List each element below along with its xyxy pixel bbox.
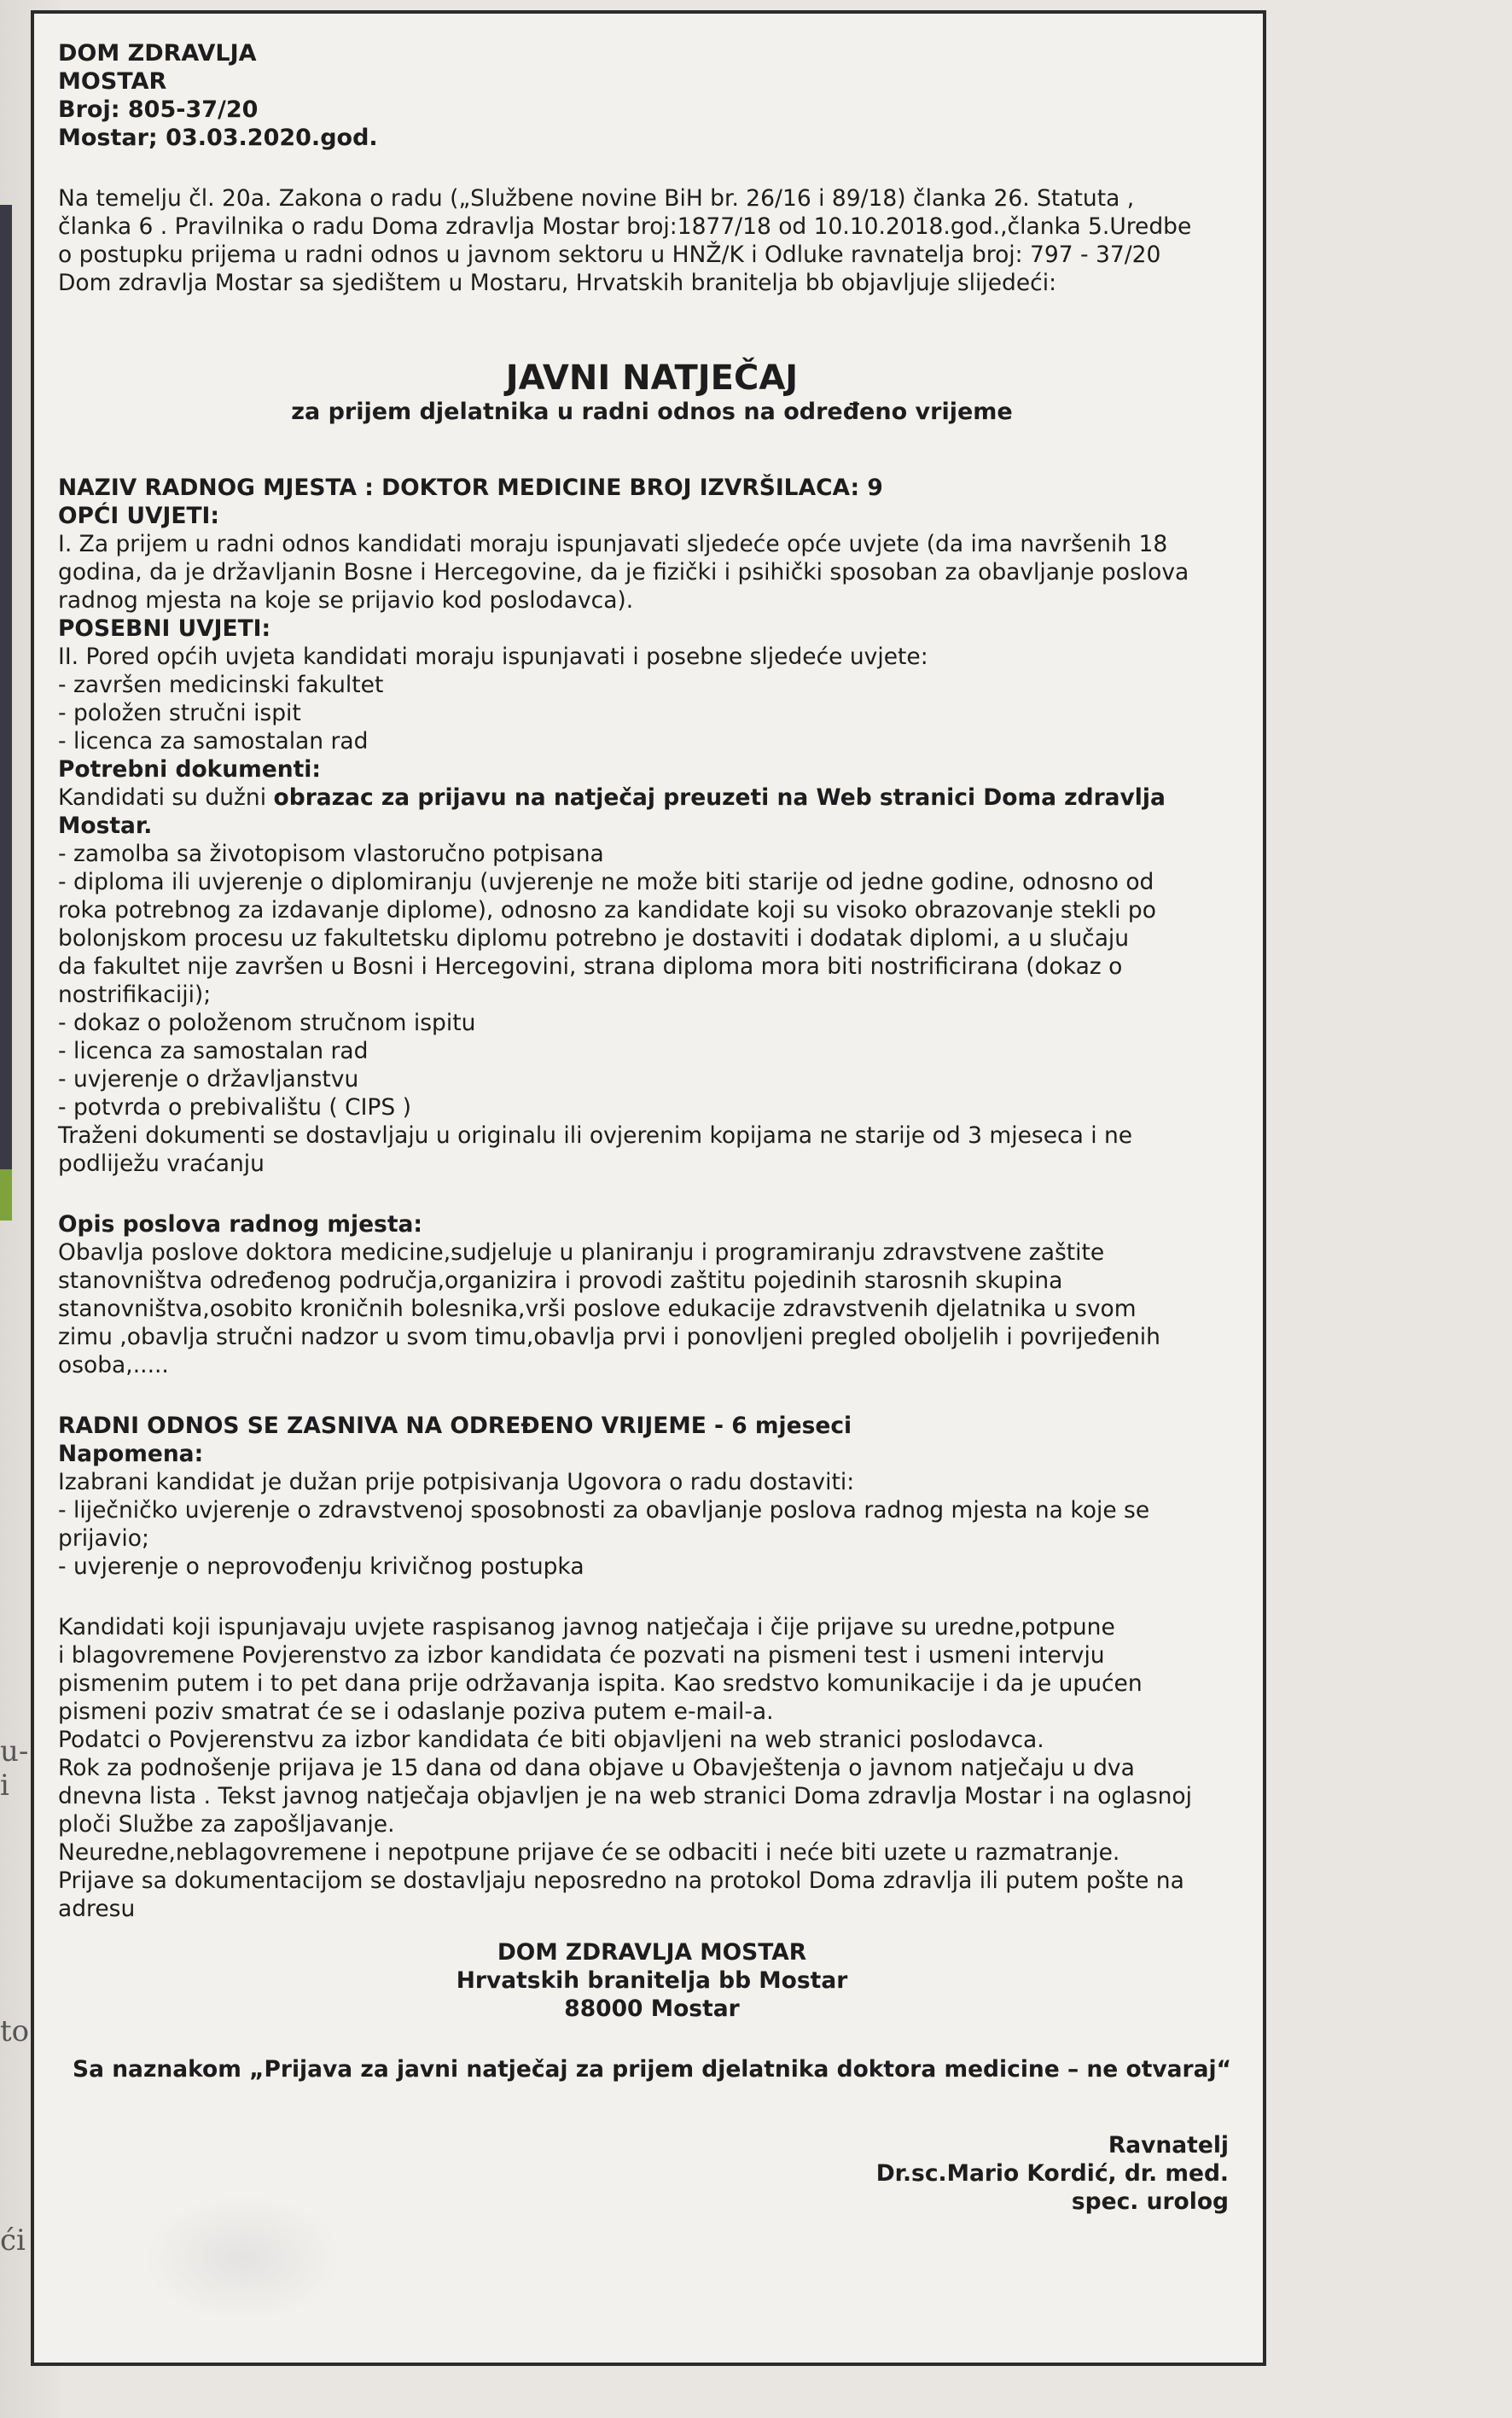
procedure <box>58 1613 1246 1923</box>
general-condition-line: I. Za prijem u radni odnos kandidati moraju ispunjavati sljedeće opće uvjete (da ima navršenih 18 <box>58 531 1168 557</box>
document-line: - zamolba sa životopisom vlastoručno potpisana <box>58 841 604 867</box>
procedure-line: Podatci o Povjerenstvu za izbor kandidata će biti objavljeni na web stranici poslodavca. <box>58 1727 1044 1753</box>
procedure-line: pismeni poziv smatrat će se i odaslanje poziva putem e-mail-a. <box>58 1698 774 1725</box>
address-line: Hrvatskih branitelja bb Mostar <box>456 1967 848 1994</box>
documents-intro-bold: obrazac za prijavu na natječaj preuzeti na Web stranici Doma zdravlja <box>273 784 1166 811</box>
preamble-line: Dom zdravlja Mostar sa sjedištem u Mostaru, Hrvatskih branitelja bb objavljuje slijedeći: <box>58 270 1056 296</box>
documents-heading: Potrebni dokumenti: <box>58 756 321 783</box>
procedure-line: Kandidati koji ispunjavaju uvjete raspisanog javnog natječaja i čije prijave su uredne,potpune <box>58 1614 1115 1640</box>
position-heading: NAZIV RADNOG MJESTA : DOKTOR MEDICINE BROJ IZVRŠILACA: 9 <box>58 475 883 501</box>
notice-content <box>58 39 1246 2216</box>
special-condition-line: - licenca za samostalan rad <box>58 728 369 755</box>
address-block <box>58 1938 1246 2023</box>
note-line: - uvjerenje o neprovođenju krivičnog postupka <box>58 1553 584 1580</box>
notice-subtitle: za prijem djelatnika u radni odnos na određeno vrijeme <box>291 399 1013 425</box>
document-line: nostrifikaciji); <box>58 982 212 1008</box>
margin-fragment: i <box>0 1768 9 1803</box>
special-condition-line: - položen stručni ispit <box>58 700 301 726</box>
address-line: 88000 Mostar <box>564 1996 740 2022</box>
preamble-line: o postupku prijema u radni odnos u javnom sektoru u HNŽ/K i Odluke ravnatelja broj: 797 - 37/20 <box>58 242 1161 268</box>
margin-fragment: u- <box>0 1734 29 1768</box>
general-conditions-heading: OPĆI UVJETI: <box>58 503 220 529</box>
header-block <box>58 39 1246 152</box>
signatory-title: Ravnatelj <box>1108 2132 1229 2159</box>
documents-intro-plain: Kandidati su dužni <box>58 784 274 811</box>
employment-heading: RADNI ODNOS SE ZASNIVA NA ODREĐENO VRIJEME - 6 mjeseci <box>58 1413 852 1439</box>
note-line: Izabrani kandidat je dužan prije potpisivanja Ugovora o radu dostaviti: <box>58 1469 855 1495</box>
procedure-line: adresu <box>58 1896 136 1922</box>
note-heading: Napomena: <box>58 1441 204 1467</box>
address-line: DOM ZDRAVLJA MOSTAR <box>497 1939 807 1966</box>
procedure-line: Prijave sa dokumentacijom se dostavljaju neposredno na protokol Doma zdravlja ili putem pošte na <box>58 1867 1184 1894</box>
documents-intro <box>58 784 1246 812</box>
general-condition-line: radnog mjesta na koje se prijavio kod poslodavca). <box>58 587 634 614</box>
document-line: - dokaz o položenom stručnom ispitu <box>58 1010 476 1036</box>
document-line: - potvrda o prebivalištu ( CIPS ) <box>58 1094 411 1121</box>
note-line: prijavio; <box>58 1525 149 1552</box>
general-condition-line: godina, da je državljanin Bosne i Hercegovine, da je fizički i psihički sposoban za obavljanje poslova <box>58 559 1189 586</box>
document-line: - diploma ili uvjerenje o diplomiranju (uvjerenje ne može biti starije od jedne godine, odnosno od <box>58 869 1154 895</box>
documents-intro-bold-cont: Mostar. <box>58 813 153 839</box>
special-condition-line: - završen medicinski fakultet <box>58 672 384 698</box>
signatory-specialty: spec. urolog <box>1071 2188 1229 2215</box>
duties-line: Obavlja poslove doktora medicine,sudjeluje u planiranju i programiranju zdravstvene zaštite <box>58 1239 1105 1266</box>
preamble-line: članka 6 . Pravilnika o radu Doma zdravlja Mostar broj:1877/18 od 10.10.2018.god.,članka 5.Uredbe <box>58 213 1192 240</box>
note-line: - liječničko uvjerenje o zdravstvenoj sposobnosti za obavljanje poslova radnog mjesta na koje se <box>58 1497 1150 1524</box>
procedure-line: Neuredne,neblagovremene i nepotpune prijave će se odbaciti i neće biti uzete u razmatranje. <box>58 1839 1120 1866</box>
signature-block <box>58 2131 1246 2216</box>
document-line: Traženi dokumenti se dostavljaju u originalu ili ovjerenim kopijama ne starije od 3 mjeseca i ne <box>58 1122 1133 1149</box>
notice-title: JAVNI NATJEČAJ <box>505 358 799 398</box>
org-name: DOM ZDRAVLJA <box>58 40 257 67</box>
duties-line: stanovništva određenog područja,organizira i provodi zaštitu pojedinih starosnih skupina <box>58 1267 1063 1294</box>
job-notice-box <box>31 10 1266 2366</box>
margin-fragment: ći <box>0 2223 26 2258</box>
document-line: bolonjskom procesu uz fakultetsku diplomu potrebno je dostaviti i dodatak diplomi, a u slučaju <box>58 925 1130 952</box>
document-line: roka potrebnog za izdavanje diplome), odnosno za kandidate koji su visoko obrazovanje stekli po <box>58 897 1156 924</box>
special-condition-line: II. Pored općih uvjeta kandidati moraju ispunjavati i posebne sljedeće uvjete: <box>58 644 928 670</box>
preamble <box>58 184 1246 297</box>
envelope-label-note: Sa naznakom „Prijava za javni natječaj za prijem djelatnika doktora medicine – ne otvaraj“ <box>73 2056 1231 2083</box>
procedure-line: dnevna lista . Tekst javnog natječaja objavljen je na web stranici Doma zdravlja Mostar i na oglasnoj <box>58 1783 1193 1809</box>
signatory-name: Dr.sc.Mario Kordić, dr. med. <box>875 2160 1229 2187</box>
adjacent-column-green-strip <box>0 1169 12 1221</box>
org-city: MOSTAR <box>58 68 167 95</box>
duties-heading: Opis poslova radnog mjesta: <box>58 1211 422 1238</box>
adjacent-column-dark-strip <box>0 205 12 1169</box>
document-line: da fakultet nije završen u Bosni i Hercegovini, strana diploma mora biti nostrificirana (dokaz o <box>58 953 1123 980</box>
document-line: - uvjerenje o državljanstvu <box>58 1066 359 1092</box>
document-date: Mostar; 03.03.2020.god. <box>58 125 378 151</box>
procedure-line: i blagovremene Povjerenstvo za izbor kandidata će pozvati na pismeni test i usmeni intervju <box>58 1642 1105 1669</box>
document-line: - licenca za samostalan rad <box>58 1038 369 1064</box>
special-conditions-heading: POSEBNI UVJETI: <box>58 615 271 642</box>
preamble-line: Na temelju čl. 20a. Zakona o radu („Službene novine BiH br. 26/16 i 89/18) članka 26. Statuta , <box>58 185 1135 212</box>
duties-line: osoba,..... <box>58 1352 169 1378</box>
procedure-line: ploči Službe za zapošljavanje. <box>58 1811 395 1838</box>
document-line: podliježu vraćanju <box>58 1151 265 1177</box>
procedure-line: pismenim putem i to pet dana prije održavanja ispita. Kao sredstvo komunikacije i da je upućen <box>58 1670 1143 1697</box>
procedure-line: Rok za podnošenje prijava je 15 dana od dana objave u Obavještenja o javnom natječaju u dva <box>58 1755 1135 1781</box>
margin-fragment: to <box>0 2014 30 2048</box>
duties-line: zimu ,obavlja stručni nadzor u svom timu,obavlja prvi i ponovljeni pregled oboljelih i povrijeđenih <box>58 1324 1160 1350</box>
reference-number: Broj: 805-37/20 <box>58 96 259 123</box>
duties-line: stanovništva,osobito kroničnih bolesnika,vrši poslove edukacije zdravstvenih djelatnika u svom <box>58 1296 1137 1322</box>
